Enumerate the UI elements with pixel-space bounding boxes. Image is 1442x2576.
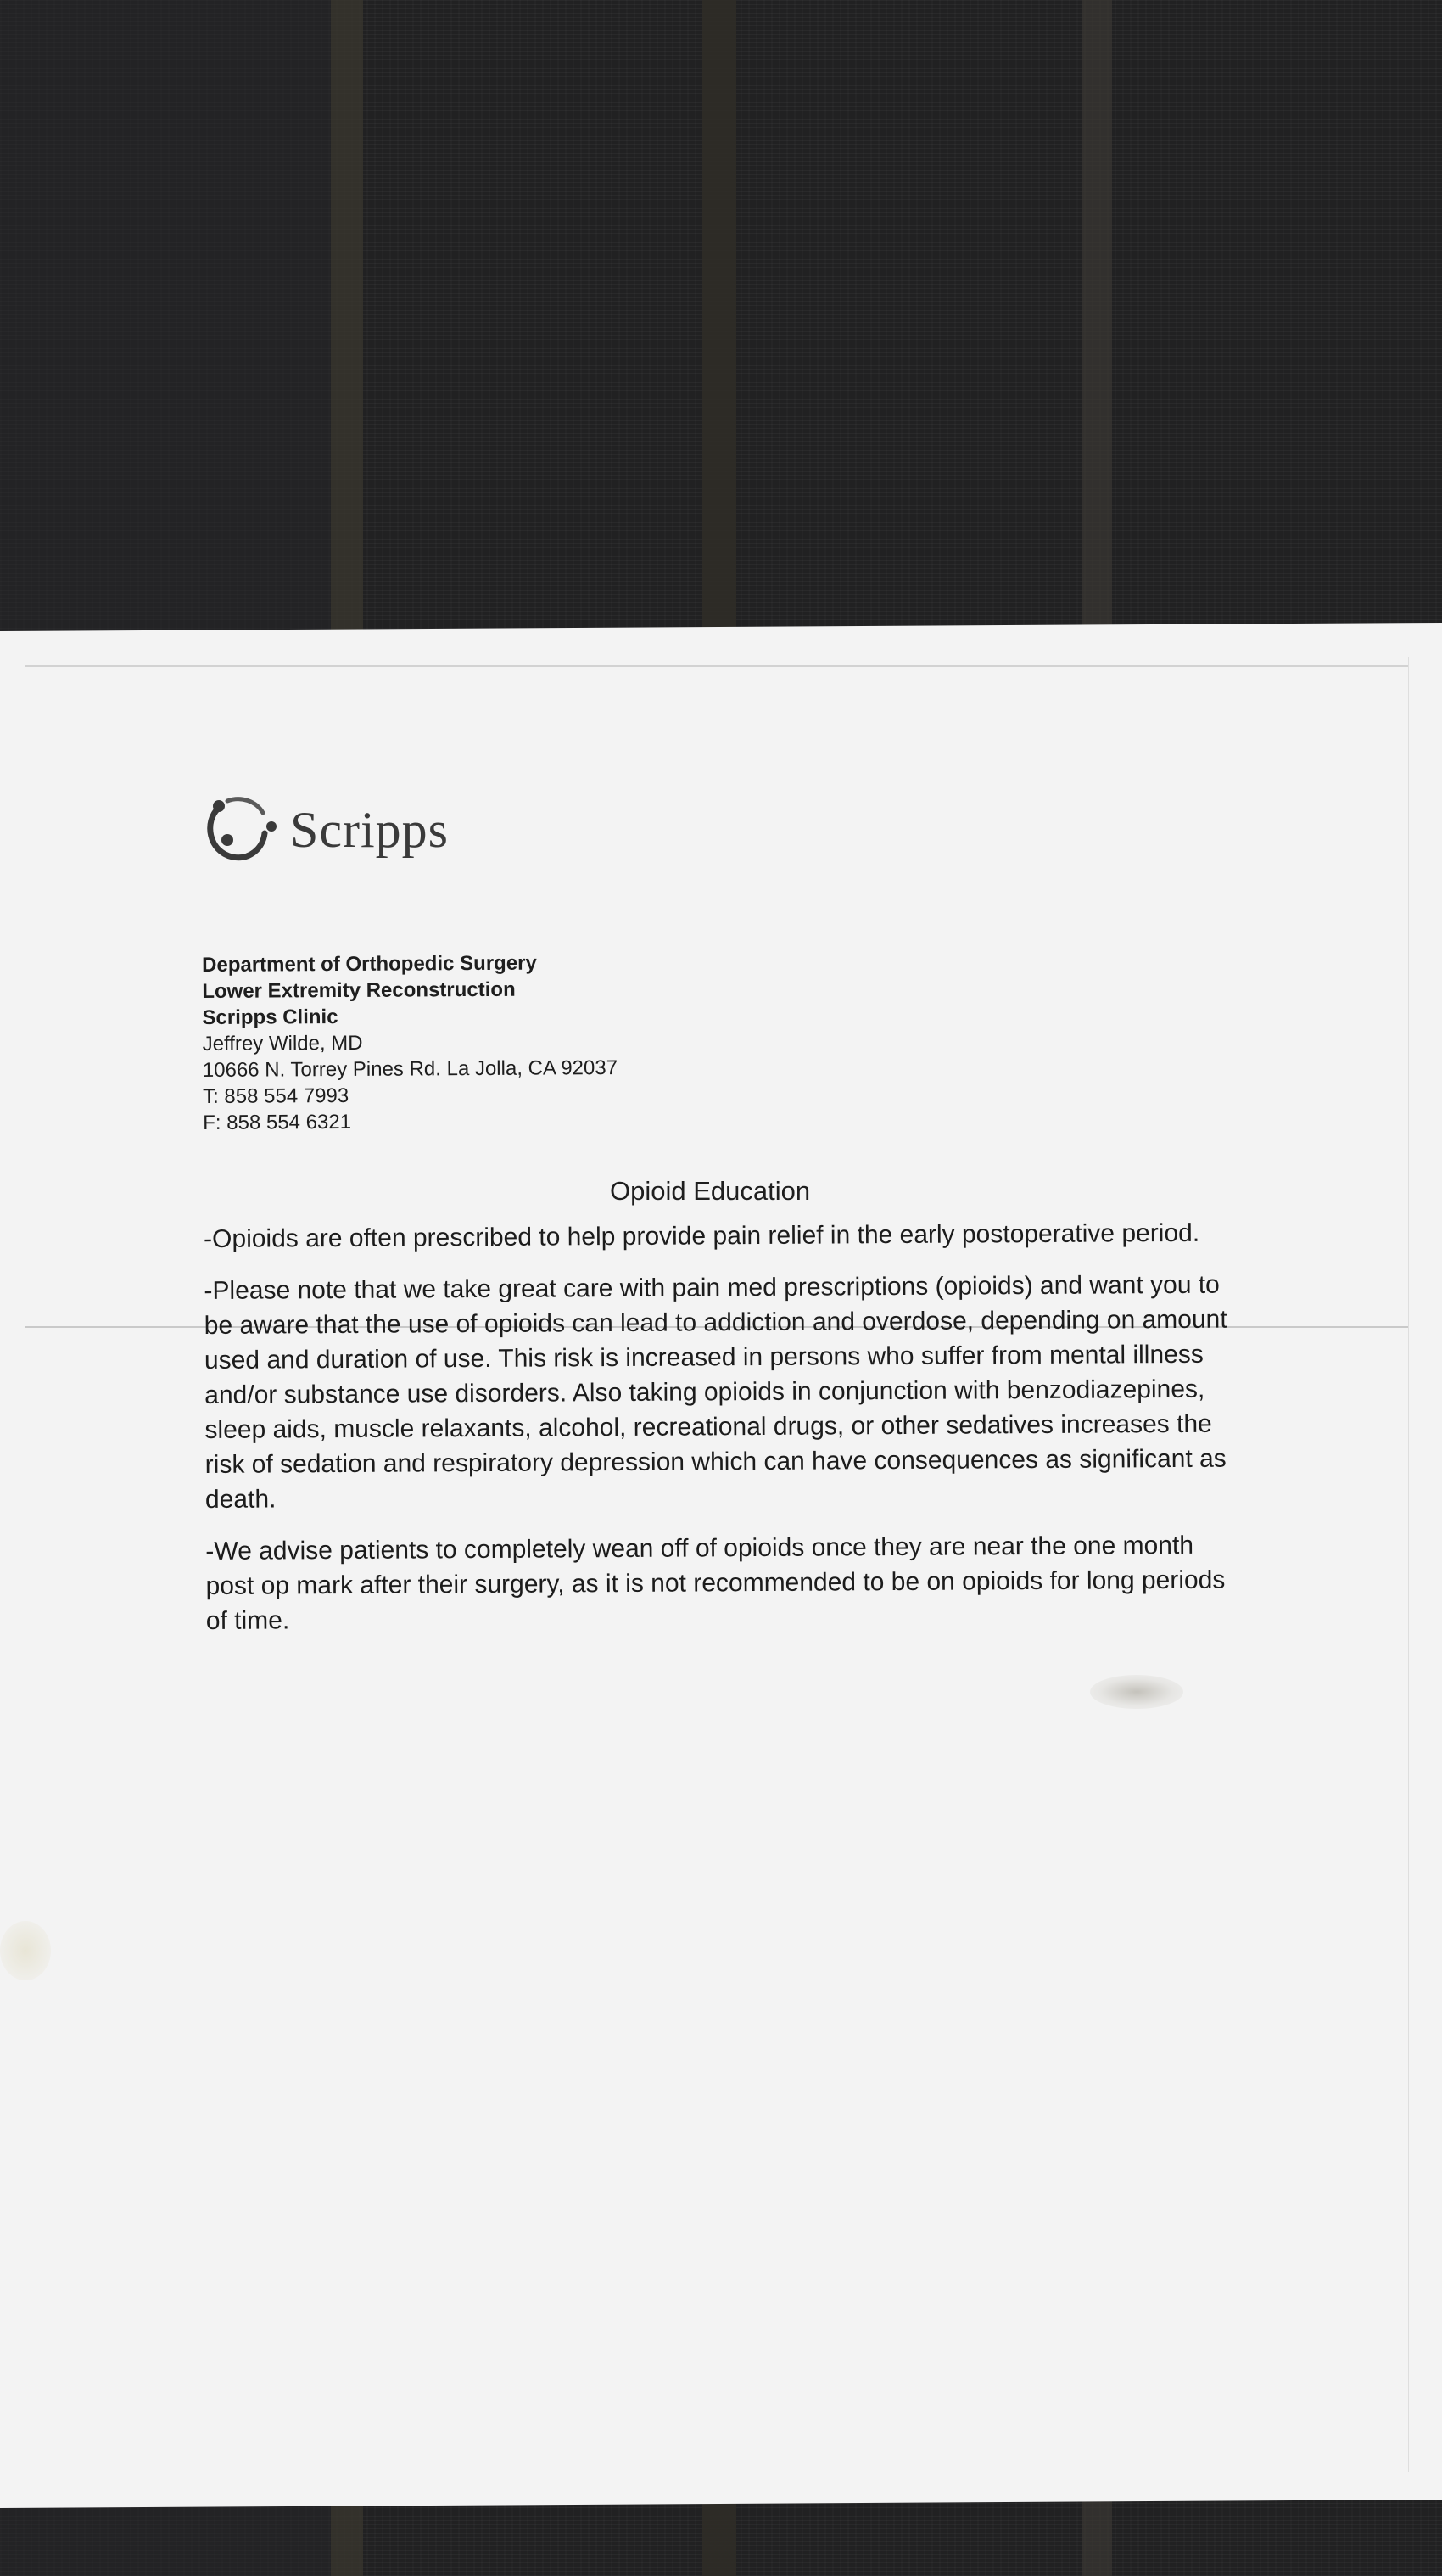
clinic-name: Scripps Clinic — [202, 1005, 338, 1029]
department-name: Department of Orthopedic Surgery — [202, 951, 537, 977]
paragraph: -We advise patients to completely wean off of opioids once they are near the one month post op mark after their surgery, as it is not recommended to be on opioids for long periods of time. — [205, 1531, 1226, 1635]
physician-name: Jeffrey Wilde, MD — [202, 1031, 363, 1056]
document-body — [204, 1216, 1232, 1655]
scripps-logo-icon — [197, 789, 278, 871]
division-name: Lower Extremity Reconstruction — [202, 977, 516, 1003]
page-edge-line — [25, 665, 1408, 667]
page-edge-line — [1408, 657, 1409, 2472]
clinic-address: 10666 N. Torrey Pines Rd. La Jolla, CA 92037 — [202, 1056, 618, 1082]
phone-number: T: 858 554 7993 — [202, 1084, 349, 1108]
document-title: Opioid Education — [610, 1176, 811, 1206]
scripps-logo — [197, 789, 449, 871]
paragraph: -Opioids are often prescribed to help provide pain relief in the early postoperative period. — [204, 1218, 1200, 1253]
ink-smudge — [1090, 1675, 1183, 1709]
letterhead — [202, 949, 618, 1136]
paragraph: -Please note that we take great care with pain med prescriptions (opioids) and want you to be aware that the use of opioids can lead to addiction and overdose, depending on amount used and duration of use. This risk is increased in persons who suffer from mental illness and/or substance use disorders. Also taking opioids in conjunction with benzodiazepines, sleep aids, muscle relaxants, alcohol, recreational drugs, or other sedatives increases the risk of sedation and respiratory depression which can have consequences as significant as death. — [204, 1270, 1227, 1514]
logo-wordmark: Scripps — [290, 801, 449, 858]
paper-stain — [0, 1921, 51, 1980]
fax-number: F: 858 554 6321 — [203, 1110, 352, 1134]
